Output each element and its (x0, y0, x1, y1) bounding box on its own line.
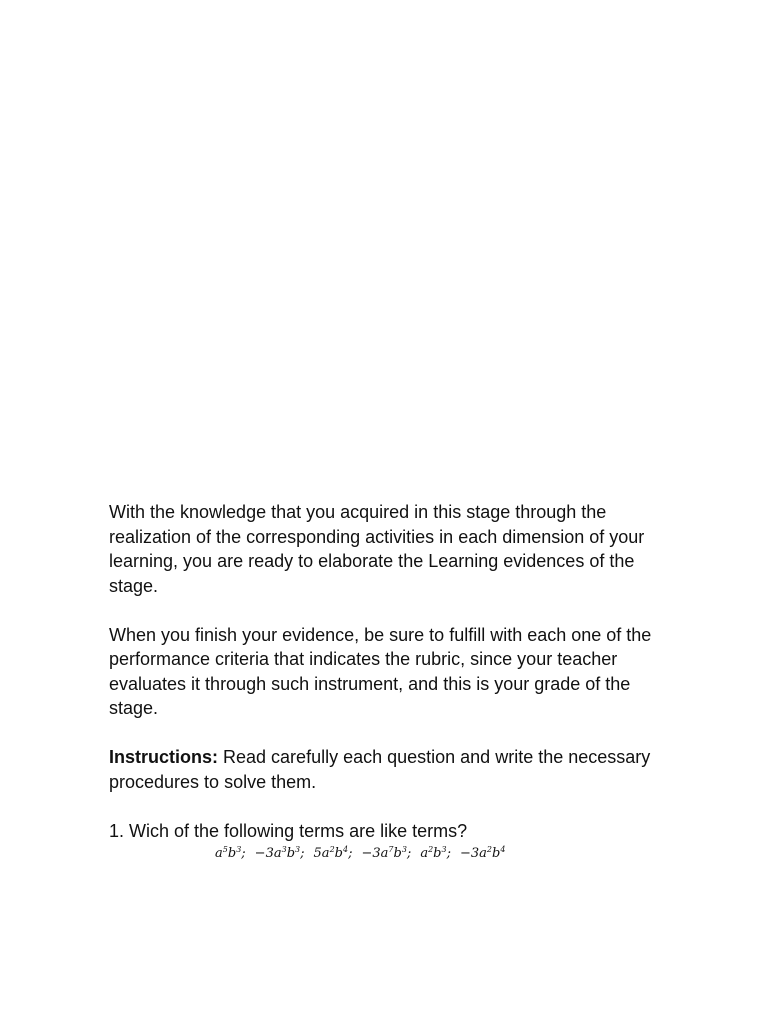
term-exp1: 2 (486, 845, 493, 854)
term-base2: b (286, 846, 296, 861)
term-coef: −3 (254, 846, 274, 861)
term-base2: b (334, 846, 343, 861)
term-base1: a (321, 846, 330, 861)
instructions-paragraph (109, 745, 669, 794)
term-sep: ; (241, 846, 246, 861)
term-exp1: 3 (281, 845, 287, 854)
term-exp1: 5 (222, 845, 228, 854)
term-base1: a (380, 846, 389, 861)
term-exp1: 2 (428, 845, 434, 854)
algebraic-term (314, 845, 353, 863)
evidence-paragraph: When you finish your evidence, be sure to fulfill with each one of the performance criteria that indicates the rubric, since your teacher evaluates it through such instrument, and this is your grade of the stage. (109, 624, 652, 718)
algebraic-term (460, 845, 505, 863)
term-base2: b (227, 846, 237, 861)
term-sep: ; (446, 846, 451, 861)
instructions-text: Read carefully each question and write the necessary procedures to solve them. (109, 747, 651, 792)
question-1-text: 1. Wich of the following terms are like terms? (109, 820, 468, 841)
document-body (109, 500, 669, 863)
term-exp1: 7 (388, 845, 394, 854)
term-base1: a (420, 846, 429, 861)
question-1-terms (215, 845, 669, 863)
term-exp2: 3 (441, 845, 447, 854)
instructions-label: Instructions: (109, 747, 219, 767)
term-base1: a (215, 846, 223, 861)
algebraic-term (215, 845, 246, 863)
term-coef: 5 (313, 846, 322, 861)
term-coef: −3 (459, 846, 480, 861)
term-base2: b (433, 846, 442, 861)
term-exp2: 3 (401, 845, 407, 854)
term-exp2: 4 (342, 845, 349, 854)
term-exp2: 3 (236, 845, 242, 854)
term-exp2: 3 (295, 845, 301, 854)
intro-paragraph: With the knowledge that you acquired in this stage through the realization of the corresponding activities in each dimension of your learning, you are ready to elaborate the Learning evidences of the stage. (109, 502, 645, 596)
algebraic-term (361, 845, 411, 863)
algebraic-term (255, 845, 305, 863)
term-base2: b (393, 846, 402, 861)
term-exp1: 2 (329, 845, 335, 854)
term-sep: ; (300, 846, 305, 861)
term-base1: a (479, 846, 487, 861)
term-sep: ; (406, 846, 412, 861)
term-coef: −3 (361, 846, 381, 861)
term-exp2: 4 (500, 845, 506, 854)
term-base2: b (492, 846, 501, 861)
term-sep: ; (348, 846, 353, 861)
algebraic-term (420, 845, 451, 863)
term-base1: a (273, 846, 282, 861)
